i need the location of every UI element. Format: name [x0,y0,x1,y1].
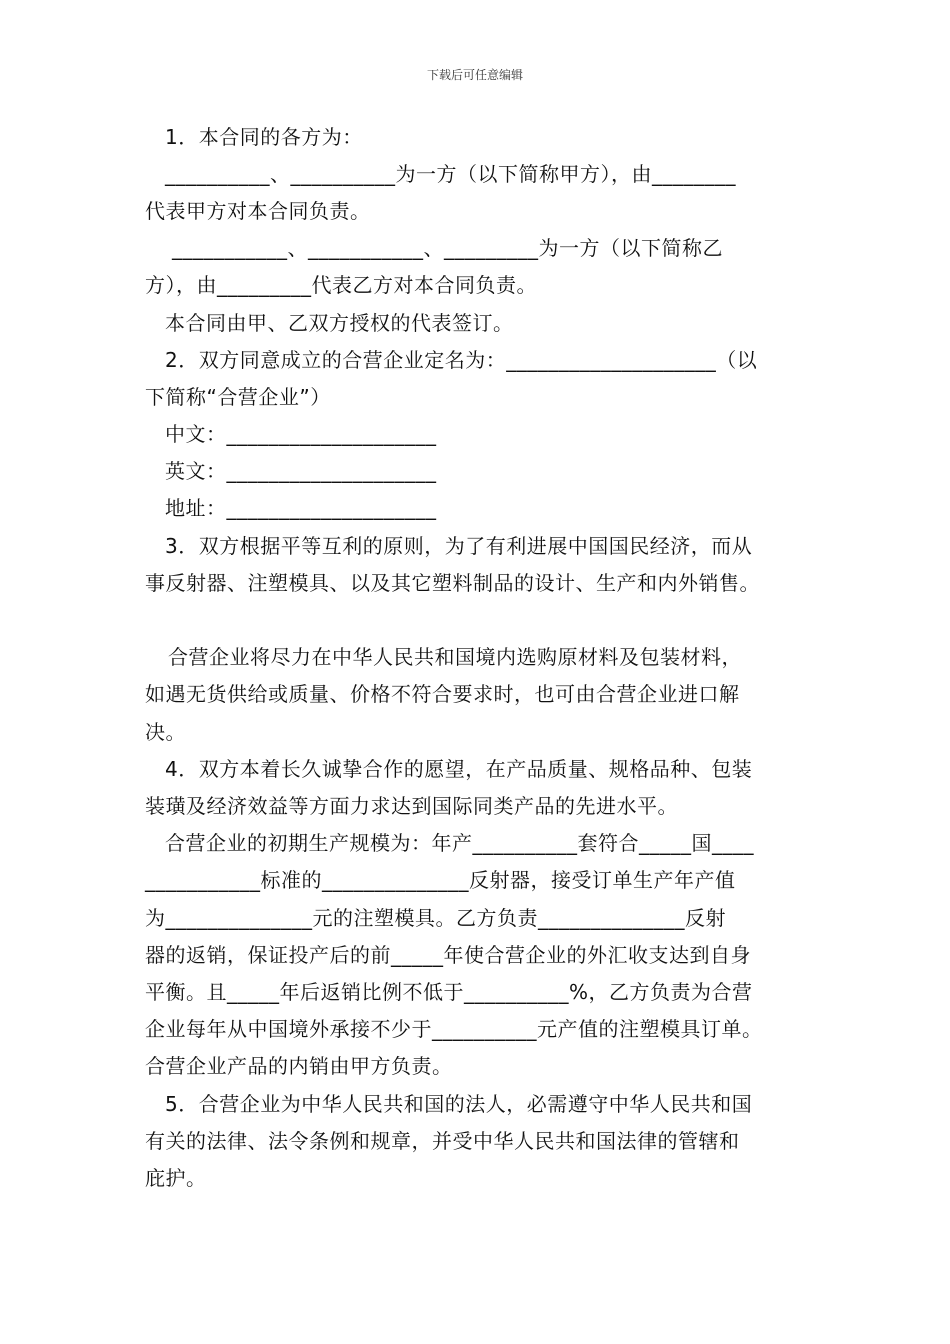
text-line: 平衡。且_____年后返销比例不低于__________%，乙方负责为合营 [145,980,753,1004]
text-line: 为______________元的注塑模具。乙方负责______________反射 [145,906,726,930]
text-line: 2．双方同意成立的合营企业定名为：____________________（以 [165,348,758,372]
text-line: 庇护。 [145,1166,207,1190]
text-line: 3．双方根据平等互利的原则，为了有利进展中国国民经济，而从 [165,534,753,558]
text-line: 装璜及经济效益等方面力求达到国际同类产品的先进水平。 [145,794,678,818]
text-line: 如遇无货供给或质量、价格不符合要求时，也可由合营企业进口解 [145,682,740,706]
text-line: 地址：____________________ [165,496,437,520]
text-line: 下简称“合营企业”） [145,385,331,409]
text-line: 英文：____________________ [165,459,437,483]
text-line: 中文：____________________ [165,422,437,446]
text-line: 方），由_________代表乙方对本合同负责。 [145,273,537,297]
text-line: ___________、___________、_________为一方（以下简称乙 [172,236,723,260]
text-line: 有关的法律、法令条例和规章，并受中华人民共和国法律的管辖和 [145,1129,740,1153]
text-line: 4．双方本着长久诚挚合作的愿望，在产品质量、规格品种、包装 [165,757,753,781]
text-line: 合营企业将尽力在中华人民共和国境内选购原材料及包装材料， [168,645,742,669]
text-line: 事反射器、注塑模具、以及其它塑料制品的设计、生产和内外销售。 [145,571,760,595]
text-line: 合营企业的初期生产规模为：年产__________套符合_____国____ [165,831,754,855]
text-line: 决。 [145,720,186,744]
text-line: 5．合营企业为中华人民共和国的法人，必需遵守中华人民共和国 [165,1092,753,1116]
text-line: 合营企业产品的内销由甲方负责。 [145,1054,453,1078]
text-line: 1．本合同的各方为： [165,125,363,149]
text-line: 器的返销，保证投产后的前_____年使合营企业的外汇收支达到自身 [145,943,751,967]
text-line: 代表甲方对本合同负责。 [145,199,371,223]
text-line: 企业每年从中国境外承接不少于__________元产值的注塑模具订单。 [145,1017,763,1041]
text-line: 本合同由甲、乙双方授权的代表签订。 [165,311,514,335]
page-header: 下载后可任意编辑 [426,68,523,82]
text-line: ___________标准的______________反射器，接受订单生产年产值 [145,868,736,892]
text-line: __________、__________为一方（以下简称甲方），由________ [165,162,736,186]
